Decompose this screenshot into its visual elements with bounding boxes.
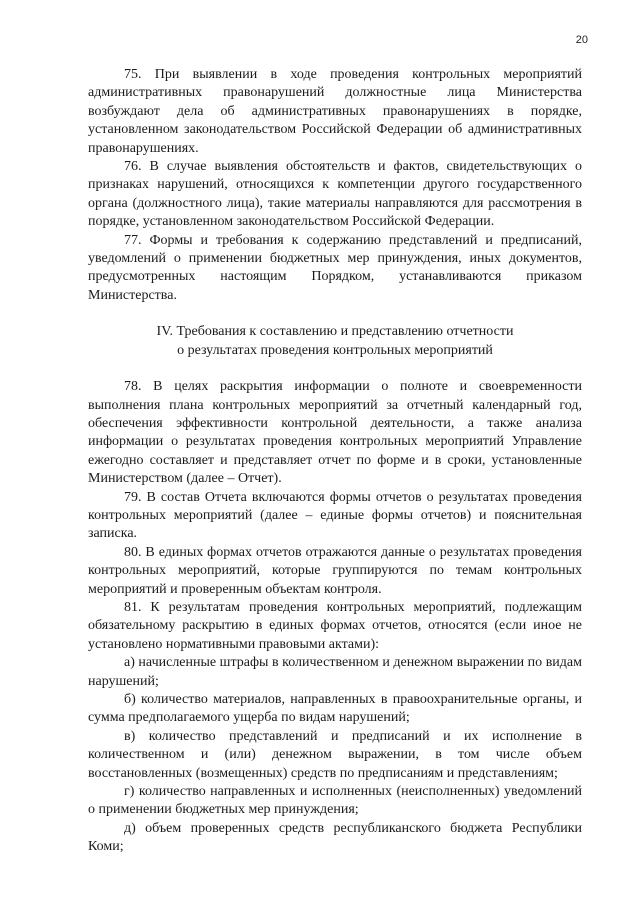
paragraph-80: 80. В единых формах отчетов отражаются данные о результатах проведения контрольных мероприятий, которые группируются по темам контрольных мероприятий и проверенным объектам контроля. bbox=[88, 544, 582, 597]
list-item-a: а) начисленные штрафы в количественном и денежном выражении по видам нарушений; bbox=[88, 655, 582, 689]
paragraph-77: 77. Формы и требования к содержанию представлений и предписаний, уведомлений о применении бюджетных мер принуждения, иных документов, предусмотренных настоящим Порядком, устанавливаются приказом Министерства. bbox=[88, 232, 582, 303]
section-title-line-1: IV. Требования к составлению и представлению отчетности bbox=[156, 324, 514, 340]
page-number: 20 bbox=[575, 34, 588, 46]
paragraph-79: 79. В состав Отчета включаются формы отчетов о результатах проведения контрольных мероприятий (далее – единые формы отчетов) и пояснительная записка. bbox=[88, 489, 582, 542]
list-item-v: в) количество представлений и предписаний и их исполнение в количественном и (или) денежном выражении, в том числе объем восстановленных (возмещенных) средств по предписаниям и представлениям; bbox=[88, 728, 582, 781]
section-heading bbox=[88, 323, 582, 360]
paragraph-75: 75. При выявлении в ходе проведения контрольных мероприятий административных правонарушений должностные лица Министерства возбуждают дела об административных правонарушениях в порядке, установленном законодательством Российской Федерации об административных правонарушениях. bbox=[88, 67, 582, 156]
section-gap bbox=[88, 305, 582, 323]
list-item-b: б) количество материалов, направленных в правоохранительные органы, и сумма предполагаемого ущерба по видам нарушений; bbox=[88, 692, 582, 726]
list-item-d: д) объем проверенных средств республиканского бюджета Республики Коми; bbox=[88, 820, 582, 855]
list-item-g: г) количество направленных и исполненных (неисполненных) уведомлений о применении бюджетных мер принуждения; bbox=[88, 784, 582, 818]
paragraph-81: 81. К результатам проведения контрольных мероприятий, подлежащим обязательному раскрытию в единых формах отчетов, относятся (если иное не установлено нормативными правовыми актами): bbox=[88, 599, 582, 652]
section-title-line-2: о результатах проведения контрольных мероприятий bbox=[177, 342, 493, 358]
paragraph-78: 78. В целях раскрытия информации о полноте и своевременности выполнения плана контрольных мероприятий за отчетный календарный год, обеспечения эффективности контрольной деятельности, а также анализа информации о результатах проведения контрольных мероприятий Управление ежегодно составляет и представляет отчет по форме и в сроки, установленные Министерством (далее – Отчет). bbox=[88, 379, 582, 487]
section-gap-after bbox=[88, 360, 582, 378]
paragraph-76: 76. В случае выявления обстоятельств и фактов, свидетельствующих о признаках нарушений, относящихся к компетенции другого государственного органа (должностного лица), такие материалы направляются для рассмотрения в порядке, установленном законодательством Российской Федерации. bbox=[88, 159, 582, 230]
document-body bbox=[88, 66, 582, 857]
